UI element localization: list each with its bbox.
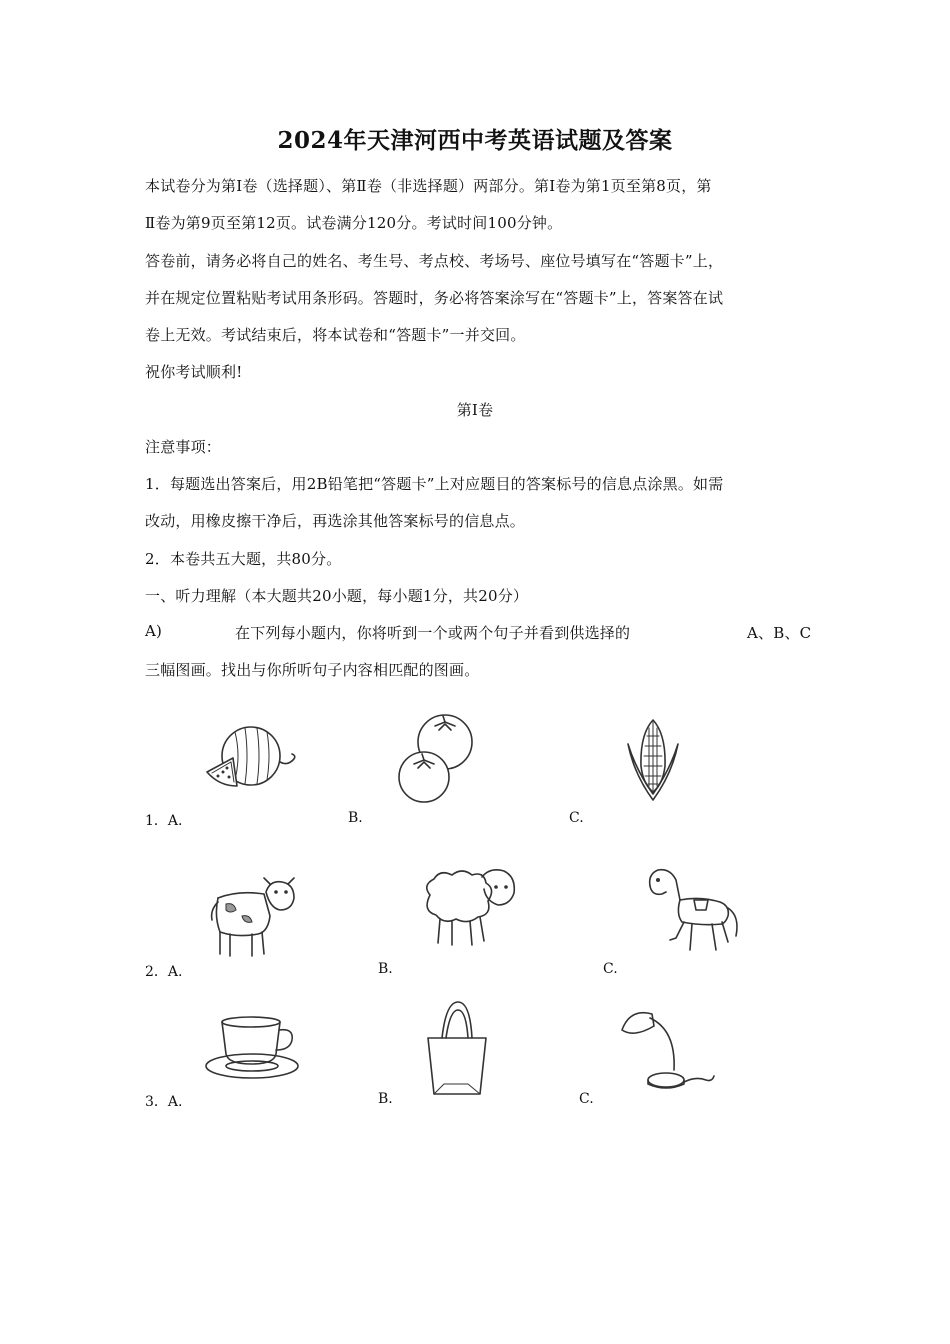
note-2: 2．本卷共五大题，共80分。: [145, 550, 342, 568]
q1-label-a: 1．A.: [145, 813, 183, 829]
notes-heading: 注意事项：: [145, 438, 222, 456]
note-1-line-2: 改动，用橡皮擦干净后，再选涂其他答案标号的信息点。: [145, 512, 526, 530]
section-a-instruction: 在下列每小题内，你将听到一个或两个句子并看到供选择的: [235, 624, 631, 642]
intro-line-6: 祝你考试顺利!: [145, 363, 243, 381]
page-title: 2024年天津河西中考英语试题及答案: [277, 127, 673, 154]
sheep-icon: [418, 865, 520, 951]
bag-icon: [422, 1000, 492, 1096]
intro-line-3: 答卷前，请务必将自己的姓名、考生号、考点校、考场号、座位号填写在“答题卡”上，: [145, 252, 724, 270]
q1-label-c: C.: [569, 810, 584, 826]
tomato-icon: [395, 712, 481, 804]
lamp-icon: [616, 1004, 720, 1094]
corn-icon: [620, 714, 686, 806]
section-a-choices: A、B、C: [747, 624, 812, 642]
intro-line-2: Ⅱ卷为第9页至第12页。试卷满分120分。考试时间100分钟。: [145, 214, 563, 232]
note-1-line-1: 1．每题选出答案后，用2B铅笔把“答题卡”上对应题目的答案标号的信息点涂黑。如需: [145, 475, 724, 493]
q3-label-a: 3．A.: [145, 1094, 183, 1110]
cup-icon: [202, 1014, 302, 1082]
q3-label-c: C.: [579, 1091, 594, 1107]
cow-icon: [208, 876, 298, 962]
section-a-marker: A): [145, 622, 163, 640]
q2-label-c: C.: [603, 961, 618, 977]
intro-line-1: 本试卷分为第Ⅰ卷（选择题）、第Ⅱ卷（非选择题）两部分。第Ⅰ卷为第1页至第8页，第: [145, 177, 712, 195]
intro-line-5: 卷上无效。考试结束后，将本试卷和“答题卡”一并交回。: [145, 326, 526, 344]
q1-label-b: B.: [348, 810, 363, 826]
q2-label-b: B.: [378, 961, 393, 977]
section-1-heading: 一、听力理解（本大题共20小题，每小题1分，共20分）: [145, 587, 529, 605]
q2-label-a: 2．A.: [145, 964, 183, 980]
watermelon-icon: [203, 722, 303, 798]
q3-label-b: B.: [378, 1091, 393, 1107]
section-a-instruction-2: 三幅图画。找出与你所听句子内容相匹配的图画。: [145, 661, 480, 679]
intro-line-4: 并在规定位置粘贴考试用条形码。答题时，务必将答案涂写在“答题卡”上，答案答在试: [145, 289, 724, 307]
part-heading: 第Ⅰ卷: [456, 401, 494, 419]
horse-icon: [642, 866, 742, 958]
